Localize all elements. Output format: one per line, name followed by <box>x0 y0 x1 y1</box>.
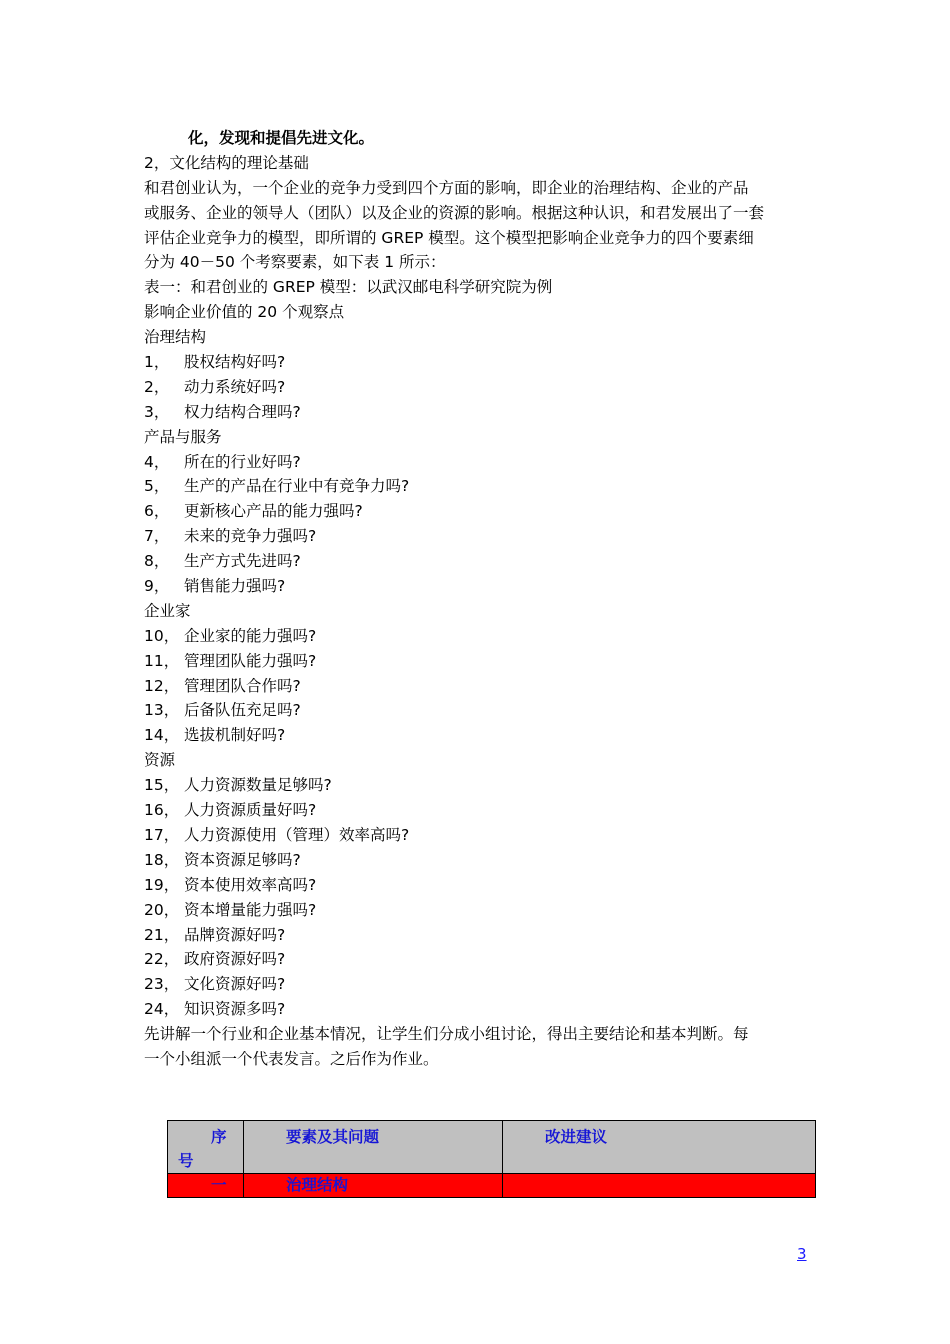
item-number: 22， <box>144 950 180 969</box>
item-number: 21， <box>144 925 180 944</box>
paragraph-line: 或服务、企业的领导人（团队）以及企业的资源的影响。根据这种认识，和君发展出了一套 <box>144 203 765 222</box>
item-text: 资本资源足够吗? <box>184 850 301 869</box>
item-number: 6， <box>144 502 170 521</box>
section-heading: 2，文化结构的理论基础 <box>144 153 309 172</box>
list-item <box>144 674 814 699</box>
group-title: 企业家 <box>144 601 191 620</box>
item-number: 15， <box>144 776 180 795</box>
item-number: 23， <box>144 975 180 994</box>
item-text: 更新核心产品的能力强吗? <box>184 502 363 521</box>
item-number: 20， <box>144 900 180 919</box>
list-item <box>144 549 814 574</box>
item-text: 生产的产品在行业中有竞争力吗? <box>184 477 410 496</box>
list-item <box>144 947 814 972</box>
item-text: 政府资源好吗? <box>184 950 286 969</box>
item-text: 人力资源数量足够吗? <box>184 776 332 795</box>
list-item <box>144 773 814 798</box>
item-text: 资本使用效率高吗? <box>184 875 317 894</box>
table-row <box>168 1174 816 1198</box>
item-text: 资本增量能力强吗? <box>184 900 317 919</box>
paragraph-1 <box>144 176 814 276</box>
row-seq-text: 一 <box>211 1176 227 1194</box>
header-cell-issue <box>244 1121 503 1174</box>
item-number: 18， <box>144 850 180 869</box>
list-item <box>144 723 814 748</box>
item-number: 3， <box>144 402 170 421</box>
item-text: 管理团队能力强吗? <box>184 651 317 670</box>
item-text: 人力资源使用（管理）效率高吗? <box>184 825 410 844</box>
list-item <box>144 450 814 475</box>
suggestion-table <box>167 1120 816 1198</box>
group-title: 产品与服务 <box>144 427 222 446</box>
header-seq-line2: 号 <box>178 1152 194 1170</box>
item-number: 12， <box>144 676 180 695</box>
item-text: 人力资源质量好吗? <box>184 801 317 820</box>
list-item <box>144 474 814 499</box>
group-title: 资源 <box>144 751 176 770</box>
paragraph-line: 先讲解一个行业和企业基本情况，让学生们分成小组讨论，得出主要结论和基本判断。每 <box>144 1025 749 1044</box>
header-cell-seq <box>168 1121 244 1174</box>
row-issue-text: 治理结构 <box>286 1176 349 1194</box>
item-text: 所在的行业好吗? <box>184 452 301 471</box>
group-title: 治理结构 <box>144 328 207 347</box>
table-caption: 表一：和君创业的 GREP 模型：以武汉邮电科学研究院为例 <box>144 278 553 297</box>
item-text: 生产方式先进吗? <box>184 552 301 571</box>
list-item <box>144 499 814 524</box>
item-number: 17， <box>144 825 180 844</box>
item-text: 后备队伍充足吗? <box>184 701 301 720</box>
item-text: 品牌资源好吗? <box>184 925 286 944</box>
list-item <box>144 798 814 823</box>
item-number: 9， <box>144 577 170 596</box>
list-item <box>144 898 814 923</box>
row-suggestion-cell[interactable] <box>503 1174 816 1198</box>
item-text: 文化资源好吗? <box>184 975 286 994</box>
list-subtitle: 影响企业价值的 20 个观察点 <box>144 303 345 322</box>
item-number: 14， <box>144 726 180 745</box>
list-item <box>144 848 814 873</box>
paragraph-line: 和君创业认为，一个企业的竞争力受到四个方面的影响，即企业的治理结构、企业的产品 <box>144 178 749 197</box>
list-item <box>144 524 814 549</box>
paragraph-2 <box>144 1022 814 1072</box>
item-text: 销售能力强吗? <box>184 577 286 596</box>
header-seq-line1: 序 <box>211 1128 227 1146</box>
item-text: 权力结构合理吗? <box>184 402 301 421</box>
list-item <box>144 972 814 997</box>
item-number: 11， <box>144 651 180 670</box>
list-item <box>144 698 814 723</box>
row-seq-cell <box>168 1174 244 1198</box>
item-number: 16， <box>144 801 180 820</box>
paragraph-line: 评估企业竞争力的模型，即所谓的 GREP 模型。这个模型把影响企业竞争力的四个要素细 <box>144 228 754 247</box>
list-item <box>144 574 814 599</box>
list-item <box>144 400 814 425</box>
list-item <box>144 823 814 848</box>
header-suggestion-text: 改进建议 <box>545 1128 608 1146</box>
table-header-row <box>168 1121 816 1174</box>
item-number: 1， <box>144 353 170 372</box>
item-number: 13， <box>144 701 180 720</box>
header-issue-text: 要素及其问题 <box>286 1128 380 1146</box>
row-issue-cell <box>244 1174 503 1198</box>
item-number: 4， <box>144 452 170 471</box>
item-number: 5， <box>144 477 170 496</box>
item-text: 未来的竞争力强吗? <box>184 527 317 546</box>
item-number: 10， <box>144 626 180 645</box>
list-item <box>144 923 814 948</box>
item-text: 企业家的能力强吗? <box>184 626 317 645</box>
item-text: 管理团队合作吗? <box>184 676 301 695</box>
item-number: 8， <box>144 552 170 571</box>
list-item <box>144 350 814 375</box>
item-text: 动力系统好吗? <box>184 377 286 396</box>
list-item <box>144 873 814 898</box>
paragraph-line: 分为 40－50 个考察要素，如下表 1 所示： <box>144 253 446 272</box>
header-cell-suggestion <box>503 1121 816 1174</box>
intro-line: 化，发现和提倡先进文化。 <box>188 129 375 147</box>
item-number: 7， <box>144 527 170 546</box>
item-text: 选拔机制好吗? <box>184 726 286 745</box>
item-text: 知识资源多吗? <box>184 1000 286 1019</box>
item-number: 19， <box>144 875 180 894</box>
item-number: 24， <box>144 1000 180 1019</box>
list-item <box>144 375 814 400</box>
list-item <box>144 624 814 649</box>
item-number: 2， <box>144 377 170 396</box>
item-text: 股权结构好吗? <box>184 353 286 372</box>
list-item <box>144 649 814 674</box>
paragraph-line: 一个小组派一个代表发言。之后作为作业。 <box>144 1049 439 1068</box>
page-number-link[interactable]: 3 <box>797 1245 807 1263</box>
list-item <box>144 997 814 1022</box>
document-body <box>144 126 814 1072</box>
